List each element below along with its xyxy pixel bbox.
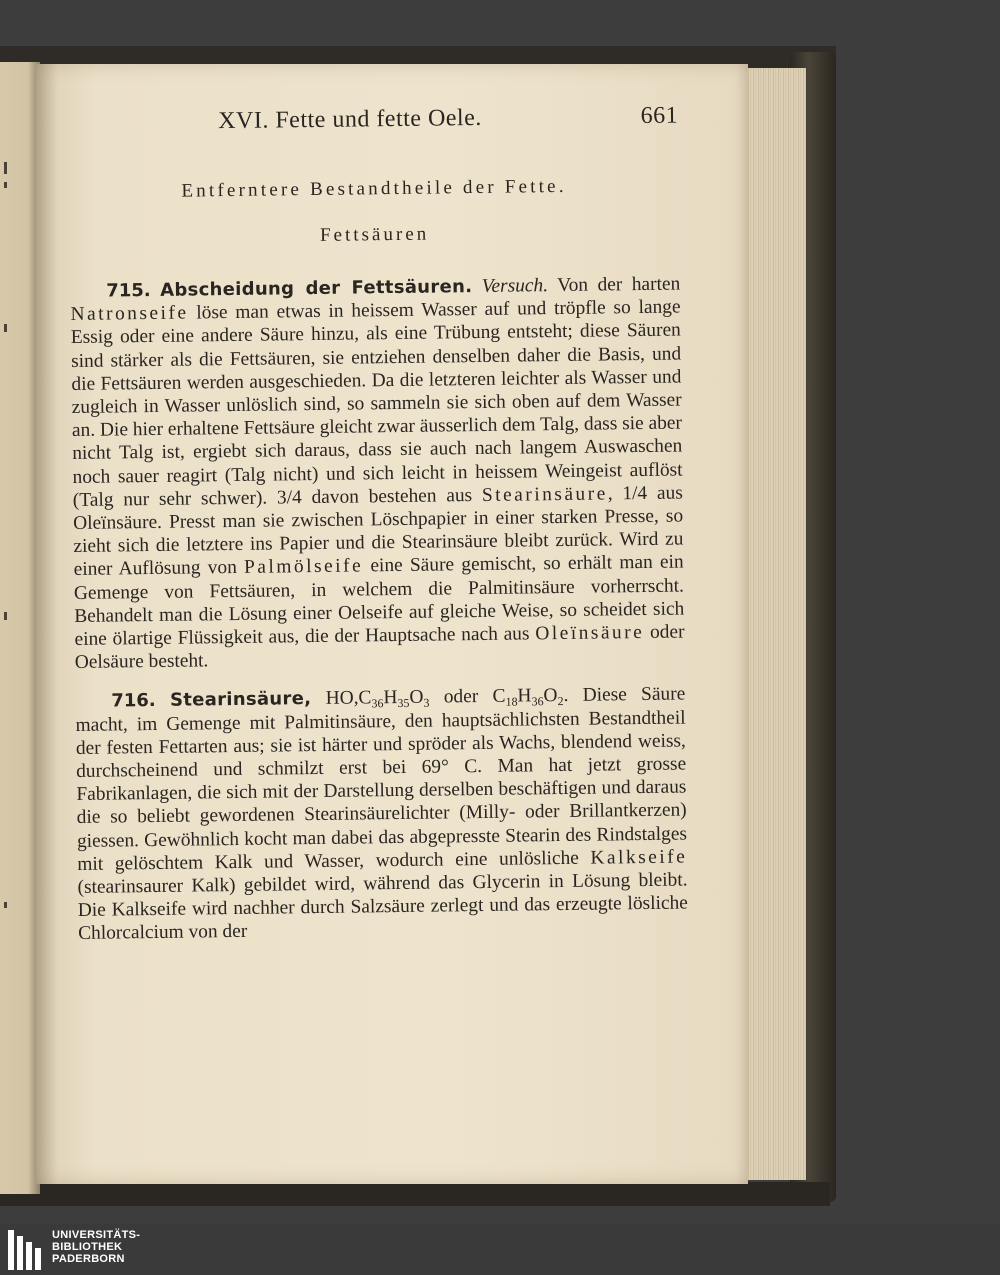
paragraph-text: löse man etwas in heissem Wasser auf und tröpfle so lange Essig oder eine andere Säure hinzu, als eine Trübung entsteht; diese Säuren sind stärker als die Fettsäuren, sie entziehen denselben daher die Basis, und die Fettsäuren werden ausgeschieden. Da die letzteren leichter als Wasser und zugleich in Wasser unlöslich sind, so sammeln sie sich oben auf dem Wasser an. Die hier erhaltene Fettsäure gleicht zwar äusserlich dem Talg, dass sie aber nicht Talg ist, ergiebt sich daraus, dass sie auch nach langem Auswaschen noch sauer reagirt (Talg nicht) und sich leicht in heissem Weingeist auflöst (Talg nur sehr schwer). — [70, 296, 683, 511]
sub-title: Fettsäuren — [319, 223, 430, 246]
paragraph-heading: Stearinsäure, — [169, 688, 312, 712]
page-text-block — [68, 97, 688, 946]
spaced-term: Oleïnsäure — [535, 622, 645, 645]
spaced-term: Kalkseife — [590, 846, 688, 869]
paragraph-number: 716. — [111, 690, 156, 712]
section-title: Entferntere Bestandtheile der Fette. — [181, 175, 567, 202]
paragraph-text: aus Oleïnsäure. Presst man sie zwischen Löschpapier in einer starken Presse, so zieht sich die letztere ins Papier und die Stearinsäure bleibt zurück. Wird zu einer Auflösung von — [72, 482, 684, 581]
formula-old: $HO,C_{36}H_{35}O_3$ — [325, 687, 430, 711]
fraction: 3/4 — [276, 487, 302, 509]
paragraph-text: eine Säure gemischt, so erhält man ein Gemenge von Fettsäuren, in welchem die Palmitinsäure vorherrscht. Behandelt man die Lösung einer Oelseife auf gleiche Weise, so scheidet sich eine ölartige Flüssigkeit aus, die der Hauptsache nach aus — [73, 551, 685, 651]
paragraph-715 — [70, 273, 685, 675]
paragraph-label: Versuch. — [481, 275, 549, 297]
paragraph-text: oder Oelsäure besteht. — [74, 621, 685, 674]
book-page — [36, 64, 748, 1184]
spaced-term: Stearinsäure — [481, 483, 608, 506]
footer-bar — [0, 1224, 1000, 1275]
library-logo — [6, 1228, 140, 1272]
page-number: 661 — [640, 102, 679, 130]
running-head-title: XVI. Fette und fette Oele. — [218, 104, 482, 135]
paragraph-text: (stearinsaurer Kalk) gebildet wird, während das Glycerin in Lösung bleibt. Die Kalkseife wird nachher durch Salzsäure zerlegt und das erzeugte lösliche Chlorcalcium von der — [77, 869, 688, 945]
library-logo-line2: BIBLIOTHEK — [52, 1241, 123, 1253]
paragraph-text: Von der harten — [547, 273, 681, 297]
paragraph-text: davon bestehen aus — [301, 484, 483, 509]
library-logo-line3: PADERBORN — [52, 1253, 125, 1265]
book-cover-bottom — [0, 1182, 830, 1206]
formula-new: $C_{18}H_{36}O_2$. — [492, 685, 569, 710]
spaced-term: Natronseife — [70, 302, 189, 326]
spaced-term: Palmölseife — [243, 555, 364, 579]
library-logo-line1: UNIVERSITÄTS- — [52, 1229, 141, 1241]
library-logo-icon — [6, 1228, 46, 1272]
left-page-marks — [0, 62, 40, 1194]
page-stack-edges — [742, 68, 806, 1180]
left-page-edge — [0, 62, 40, 1194]
running-head — [68, 97, 678, 144]
paragraph-text: , — [607, 483, 623, 505]
fraction: 1/4 — [622, 482, 648, 505]
library-logo-text — [52, 1229, 140, 1265]
paragraph-heading: Abscheidung der Fettsäuren. — [160, 276, 473, 301]
paragraph-number: 715. — [106, 280, 151, 302]
paragraph-text: Diese Säure macht, im Gemenge mit Palmitinsäure, den hauptsächlichsten Bestandtheil der festen Fettarten aus; sie ist härter und spröder als Wachs, blendend weiss, durchscheinend und schmilzt erst bei 69° C. Man hat jetzt grosse Fabrikanlagen, die sich mit der Darstellung derselben beschäftigen und daraus die so beliebt gewordenen Stearinsäurelichter (Milly- oder Brillantkerzen) giessen. Gewöhnlich kocht man dabei das abgepresste Stearin des Rindstalges mit gelöschtem Kalk und Wasser, wodurch eine unlösliche — [75, 683, 688, 875]
paragraph-716 — [75, 683, 688, 946]
formula-connector: oder — [443, 686, 479, 708]
